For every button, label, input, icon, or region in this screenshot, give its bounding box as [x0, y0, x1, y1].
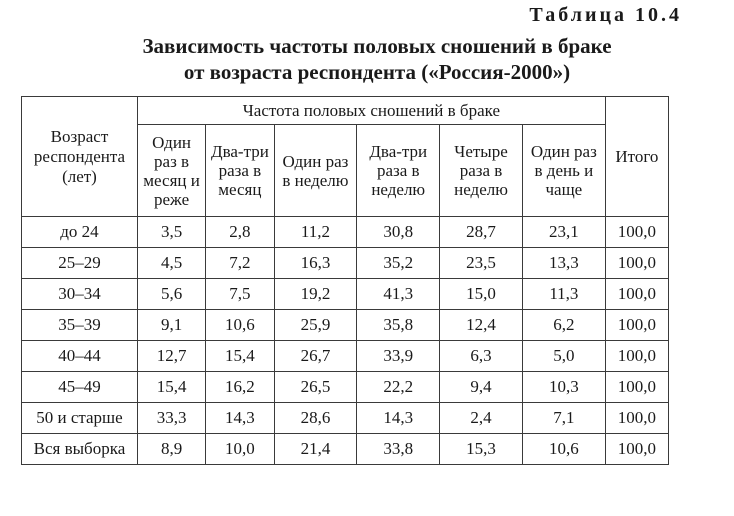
- value-cell: 28,6: [274, 403, 357, 434]
- table-row: [22, 217, 669, 248]
- value-cell: 4,5: [137, 248, 205, 279]
- value-cell: 21,4: [274, 434, 357, 465]
- table-row: [22, 372, 669, 403]
- value-cell: 11,2: [274, 217, 357, 248]
- value-cell: 3,5: [137, 217, 205, 248]
- age-cell: 50 и старше: [22, 403, 138, 434]
- age-cell: до 24: [22, 217, 138, 248]
- total-cell: 100,0: [605, 403, 668, 434]
- total-column-header: Итого: [605, 97, 668, 217]
- value-cell: 35,2: [357, 248, 440, 279]
- table-row: [22, 434, 669, 465]
- value-cell: 11,3: [522, 279, 605, 310]
- value-cell: 23,1: [522, 217, 605, 248]
- value-cell: 25,9: [274, 310, 357, 341]
- title-line-2: от возраста респондента («Россия-2000»): [183, 60, 571, 84]
- value-cell: 14,3: [357, 403, 440, 434]
- value-cell: 7,2: [206, 248, 274, 279]
- value-cell: 28,7: [440, 217, 523, 248]
- value-cell: 33,9: [357, 341, 440, 372]
- value-cell: 41,3: [357, 279, 440, 310]
- value-cell: 33,8: [357, 434, 440, 465]
- value-cell: 23,5: [440, 248, 523, 279]
- column-header: Один раз в день и чаще: [522, 125, 605, 217]
- table-body: [22, 217, 669, 465]
- value-cell: 2,8: [206, 217, 274, 248]
- value-cell: 26,7: [274, 341, 357, 372]
- age-cell: 35–39: [22, 310, 138, 341]
- value-cell: 8,9: [137, 434, 205, 465]
- age-cell: 30–34: [22, 279, 138, 310]
- value-cell: 10,3: [522, 372, 605, 403]
- column-header: Один раз в месяц и реже: [137, 125, 205, 217]
- age-cell: 25–29: [22, 248, 138, 279]
- column-header: Два-три раза в месяц: [206, 125, 274, 217]
- total-cell: 100,0: [605, 310, 668, 341]
- age-cell: Вся выборка: [22, 434, 138, 465]
- value-cell: 7,1: [522, 403, 605, 434]
- table-row: [22, 341, 669, 372]
- table-row: [22, 248, 669, 279]
- value-cell: 9,4: [440, 372, 523, 403]
- value-cell: 10,6: [206, 310, 274, 341]
- table-header: [22, 97, 669, 217]
- table-number: Таблица 10.4: [529, 4, 682, 26]
- value-cell: 2,4: [440, 403, 523, 434]
- value-cell: 10,6: [522, 434, 605, 465]
- value-cell: 6,2: [522, 310, 605, 341]
- total-cell: 100,0: [605, 217, 668, 248]
- column-header: Два-три раза в неделю: [357, 125, 440, 217]
- value-cell: 9,1: [137, 310, 205, 341]
- title-line-1: Зависимость частоты половых сношений в браке: [142, 34, 612, 58]
- value-cell: 10,0: [206, 434, 274, 465]
- total-cell: 100,0: [605, 279, 668, 310]
- frequency-group-header: Частота половых сношений в браке: [137, 97, 605, 125]
- value-cell: 12,7: [137, 341, 205, 372]
- age-cell: 40–44: [22, 341, 138, 372]
- total-cell: 100,0: [605, 434, 668, 465]
- total-cell: 100,0: [605, 341, 668, 372]
- value-cell: 6,3: [440, 341, 523, 372]
- table-row: [22, 310, 669, 341]
- value-cell: 30,8: [357, 217, 440, 248]
- value-cell: 15,0: [440, 279, 523, 310]
- value-cell: 26,5: [274, 372, 357, 403]
- total-cell: 100,0: [605, 372, 668, 403]
- value-cell: 33,3: [137, 403, 205, 434]
- value-cell: 15,4: [137, 372, 205, 403]
- value-cell: 13,3: [522, 248, 605, 279]
- value-cell: 5,6: [137, 279, 205, 310]
- value-cell: 14,3: [206, 403, 274, 434]
- value-cell: 5,0: [522, 341, 605, 372]
- value-cell: 16,3: [274, 248, 357, 279]
- table-row: [22, 403, 669, 434]
- table-title: [0, 33, 734, 85]
- value-cell: 16,2: [206, 372, 274, 403]
- table-row: [22, 279, 669, 310]
- value-cell: 22,2: [357, 372, 440, 403]
- value-cell: 12,4: [440, 310, 523, 341]
- total-cell: 100,0: [605, 248, 668, 279]
- column-header: Один раз в неделю: [274, 125, 357, 217]
- data-table: [21, 96, 669, 465]
- value-cell: 19,2: [274, 279, 357, 310]
- age-cell: 45–49: [22, 372, 138, 403]
- value-cell: 35,8: [357, 310, 440, 341]
- value-cell: 7,5: [206, 279, 274, 310]
- value-cell: 15,4: [206, 341, 274, 372]
- age-column-header: Возраст респондента (лет): [22, 97, 138, 217]
- value-cell: 15,3: [440, 434, 523, 465]
- column-header: Четыре раза в неделю: [440, 125, 523, 217]
